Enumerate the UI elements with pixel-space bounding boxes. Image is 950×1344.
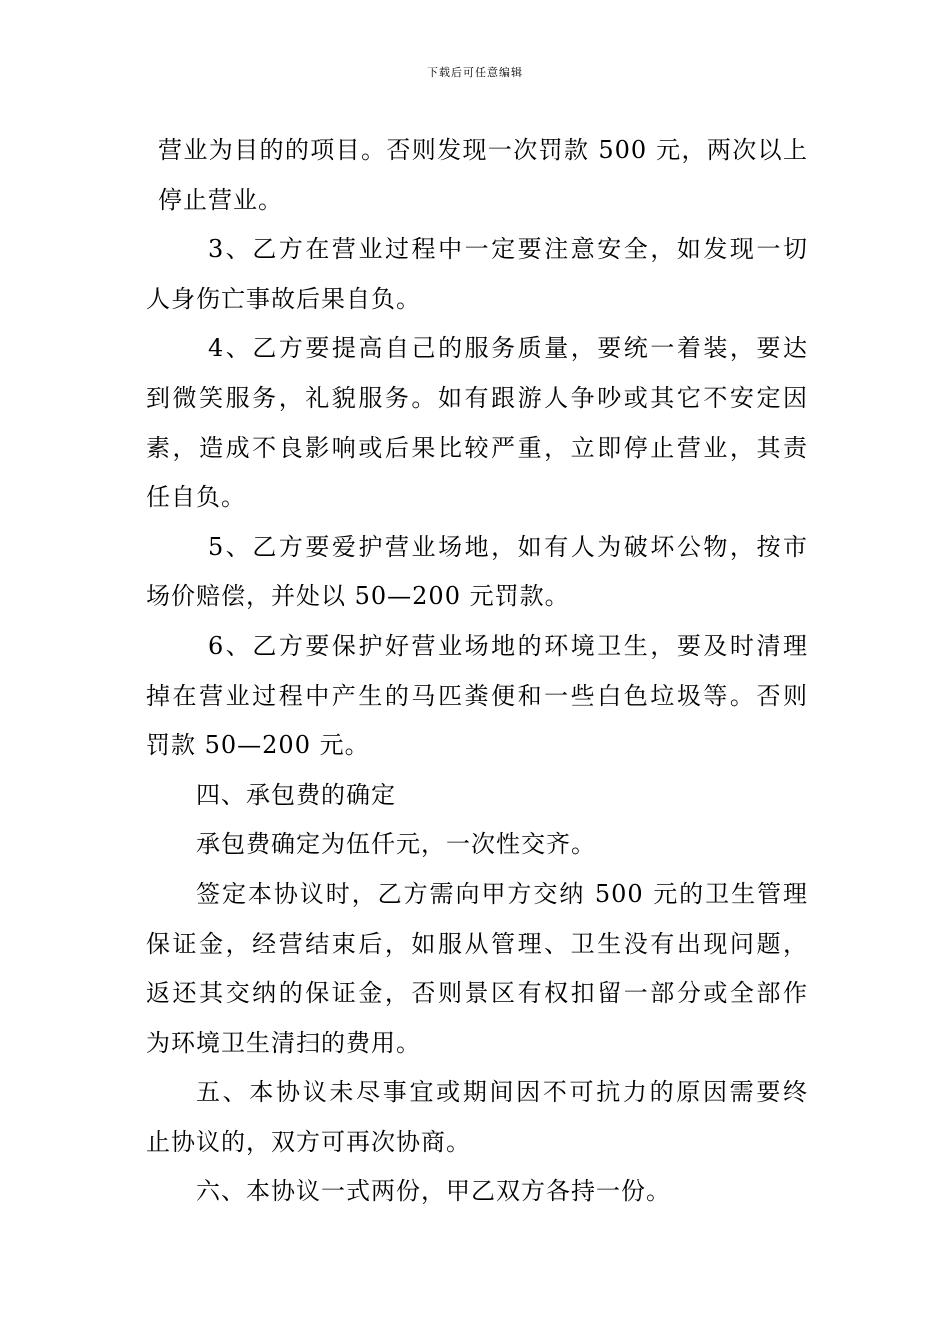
text-line: 承包费确定为伍仟元，一次性交齐。 [196, 830, 596, 859]
text-line: 任自负。 [146, 483, 246, 512]
page-header: 下载后可任意编辑 [427, 66, 523, 79]
text-line: 场价赔偿，并处以 50—200 元罚款。 [146, 582, 570, 611]
text-line: 掉在营业过程中产生的马匹粪便和一些白色垃圾等。否则 [146, 681, 808, 710]
text-line: 签定本协议时，乙方需向甲方交纳 500 元的卫生管理 [196, 879, 808, 908]
text-line: 罚款 50—200 元。 [146, 731, 370, 760]
text-line: 停止营业。 [158, 185, 283, 214]
text-line: 保证金，经营结束后，如服从管理、卫生没有出现问题， [146, 929, 808, 958]
text-line: 为环境卫生清扫的费用。 [146, 1028, 421, 1057]
section-heading: 六、本协议一式两份，甲乙双方各持一份。 [196, 1177, 671, 1206]
text-line: 5、乙方要爱护营业场地，如有人为破坏公物，按市 [208, 532, 808, 561]
section-heading: 五、本协议未尽事宜或期间因不可抗力的原因需要终 [196, 1078, 808, 1107]
section-heading: 四、承包费的确定 [196, 780, 396, 809]
text-line: 返还其交纳的保证金，否则景区有权扣留一部分或全部作 [146, 979, 808, 1008]
text-line: 营业为目的的项目。否则发现一次罚款 500 元，两次以上 [158, 136, 808, 164]
text-line: 到微笑服务，礼貌服务。如有跟游人争吵或其它不安定因 [146, 383, 808, 412]
text-line: 6、乙方要保护好营业场地的环境卫生，要及时清理 [208, 631, 808, 660]
text-line: 素，造成不良影响或后果比较严重，立即停止营业，其责 [146, 433, 808, 462]
text-line: 人身伤亡事故后果自负。 [146, 284, 421, 313]
document-body [146, 126, 808, 1217]
text-line: 4、乙方要提高自己的服务质量，要统一着装，要达 [208, 334, 808, 363]
text-line: 3、乙方在营业过程中一定要注意安全，如发现一切 [208, 235, 808, 264]
text-line: 止协议的，双方可再次协商。 [146, 1127, 471, 1156]
